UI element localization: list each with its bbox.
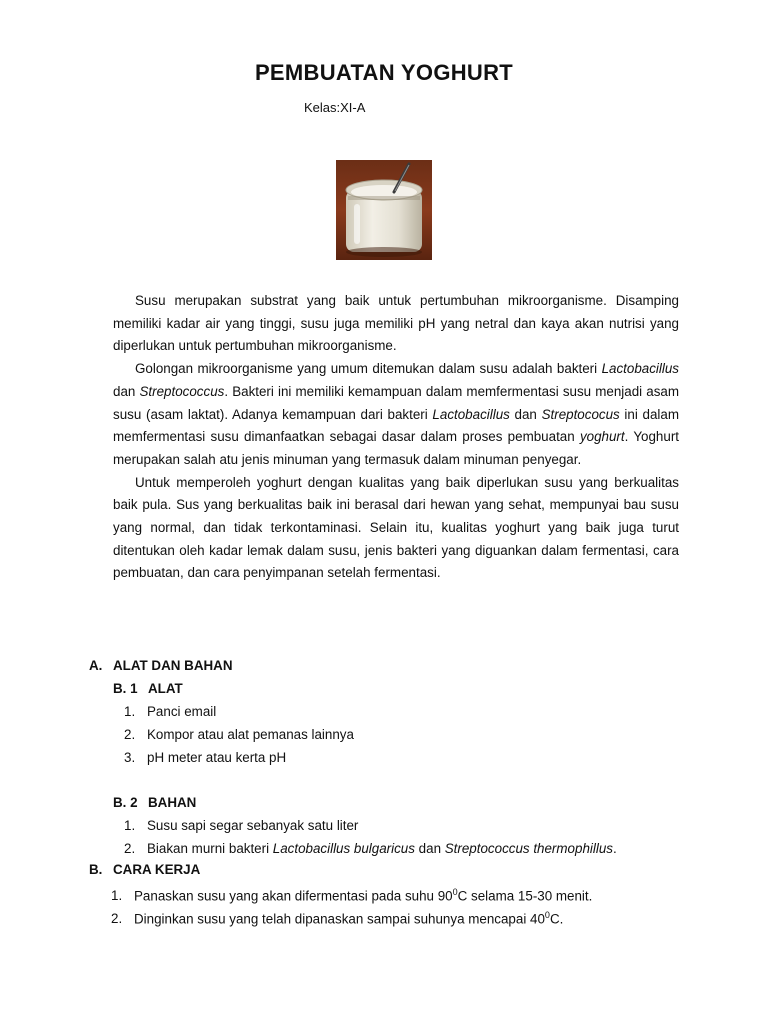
- list-item: 2. Dinginkan susu yang telah dipanaskan sampai suhunya mencapai $40^0C$.: [111, 910, 564, 927]
- document-title: PEMBUATAN YOGHURT: [254, 60, 514, 85]
- intro-text: [113, 290, 679, 585]
- class-label: Kelas:XI-A: [304, 100, 366, 115]
- intro-paragraph-3: Untuk memperoleh yoghurt dengan kualitas yang baik diperlukan susu yang berkualitas baik pula. Sus yang berkualitas baik ini berasal dari hewan yang sehat, mempunyai bau susu yang normal, dan tidak terkontaminasi. Selain itu, kualitas yoghurt yang baik juga turut ditentukan oleh kadar lemak dalam susu, jenis bakteri yang diguankan dalam fermentasi, cara pembuatan, dan cara penyimpanan setelah fermentasi.: [113, 474, 679, 581]
- bahan-heading: B. 2 BAHAN: [113, 795, 197, 810]
- list-item: 1. Susu sapi segar sebanyak satu liter: [124, 818, 359, 833]
- list-item: 1. Panci email: [124, 704, 217, 719]
- section-cara-kerja: [89, 858, 709, 927]
- list-item: 2. Kompor atau alat pemanas lainnya: [124, 727, 354, 742]
- list-item: 2. Biakan murni bakteri Lactobacillus bulgaricus dan Streptococcus thermophillus.: [124, 841, 617, 856]
- section-alat-dan-bahan: [89, 654, 689, 860]
- section-b-heading: B. CARA KERJA: [89, 862, 201, 877]
- list-item: 3. pH meter atau kerta pH: [124, 750, 287, 765]
- alat-list: [89, 700, 689, 769]
- cara-kerja-list: [89, 881, 709, 927]
- intro-paragraph-2: Golongan mikroorganisme yang umum ditemukan dalam susu adalah bakteri Lactobacillus dan Streptococcus. Bakteri ini memiliki kemampuan dalam memfermentasi susu menjadi asam susu (asam laktat). Adanya kemampuan dari bakteri Lactobacillus dan Streptococus ini dalam memfermentasi susu dimanfaatkan sebagai dasar dalam proses pembuatan yoghurt. Yoghurt merupakan salah atu jenis minuman yang termasuk dalam minuman penyegar.: [113, 361, 680, 467]
- intro-paragraph-1: Susu merupakan substrat yang baik untuk pertumbuhan mikroorganisme. Disamping memiliki kadar air yang tinggi, susu juga memiliki pH yang netral dan kaya akan nutrisi yang diperlukan untuk pertumbuhan mikroorganisme.: [113, 293, 679, 354]
- section-a-heading: A. ALAT DAN BAHAN: [89, 658, 233, 673]
- list-item: 1. Panaskan susu yang akan difermentasi pada suhu $90^0C$ selama 15-30 menit.: [111, 887, 593, 904]
- yoghurt-jar-photo: [336, 160, 432, 260]
- bahan-list: [89, 814, 689, 860]
- alat-heading: B. 1 ALAT: [113, 681, 183, 696]
